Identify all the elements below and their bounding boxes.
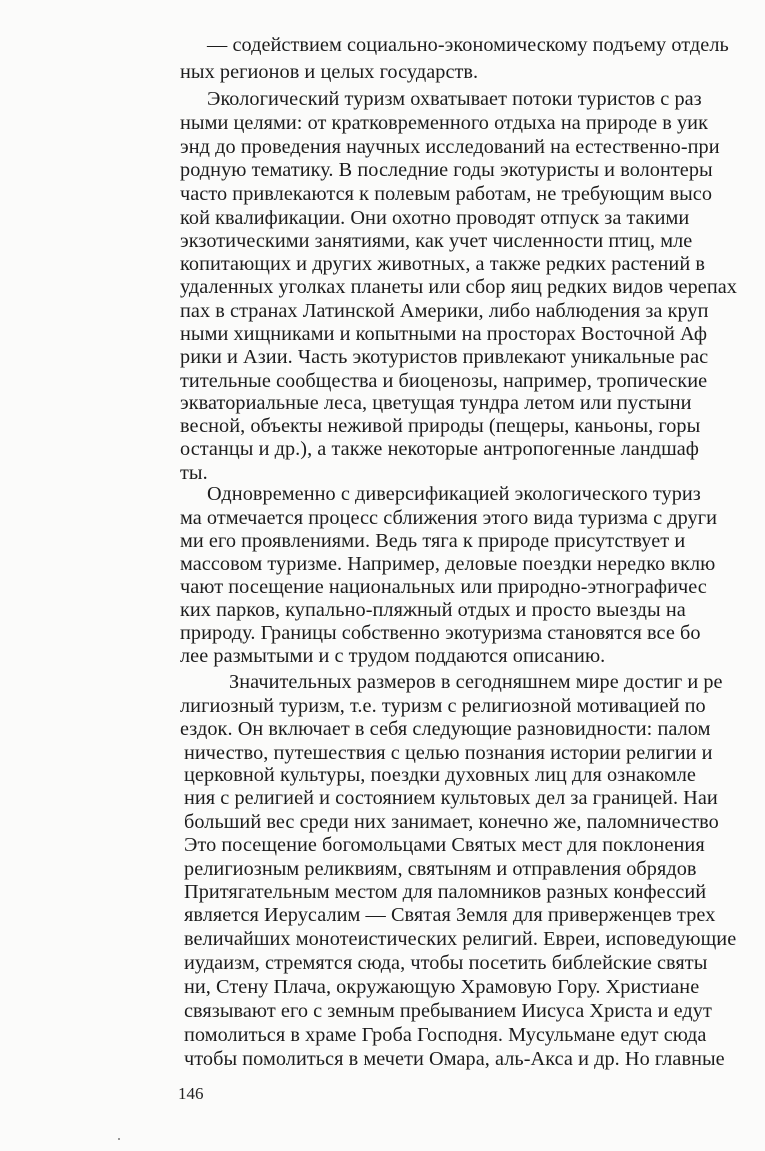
text-line: лее размытыми и с трудом поддаются описанию. [180, 645, 606, 667]
text-line: ными хищниками и копытными на просторах Восточной Аф [180, 323, 708, 345]
text-line: Значительных размеров в сегодняшнем мире достиг и ре [229, 671, 723, 693]
text-line: весной, объекты неживой природы (пещеры, каньоны, горы [180, 415, 701, 437]
text-line: ных регионов и целых государств. [180, 61, 479, 83]
page-number: 146 [178, 1084, 204, 1103]
text-line: религиозным реликвиям, святыням и отправления обрядов [184, 858, 697, 880]
text-line: связывают его с земным пребыванием Иисуса Христа и едут [184, 1000, 712, 1022]
text-line: Притягательным местом для паломников разных конфессий [184, 881, 707, 903]
text-line: тительные сообщества и биоценозы, например, тропические [180, 370, 708, 392]
text-line: экваториальные леса, цветущая тундра летом или пустыни [180, 392, 692, 414]
scan-speck [118, 1138, 120, 1140]
text-line: является Иерусалим — Святая Земля для приверженцев трех [184, 904, 716, 926]
text-line: — содействием социально-экономическому подъему отдель [207, 34, 729, 56]
text-line: природу. Границы собственно экотуризма становятся все бо [180, 622, 701, 644]
text-line: массовом туризме. Например, деловые поездки нередко вклю [180, 553, 716, 575]
text-line: Это посещение богомольцами Святых мест для поклонения [184, 834, 705, 856]
text-line: ких парков, купально-пляжный отдых и просто выезды на [180, 599, 686, 621]
text-line: ными целями: от кратковременного отдыха на природе в уик [180, 112, 708, 134]
text-line: копитающих и других животных, а также редких растений в [180, 253, 705, 275]
text-line: величайших монотеистических религий. Евреи, исповедующие [184, 928, 737, 950]
text-line: кой квалификации. Они охотно проводят отпуск за такими [180, 207, 690, 229]
text-line: лигиозный туризм, т.е. туризм с религиозной мотивацией по [180, 695, 706, 717]
text-line: удаленных уголках планеты или сбор яиц редких видов черепах [180, 276, 737, 298]
text-line: ни, Стену Плача, окружающую Храмовую Гору. Христиане [184, 976, 700, 998]
text-line: Экологический туризм охватывает потоки туристов с раз [207, 88, 702, 110]
text-line: чтобы помолиться в мечети Омара, аль-Акса и др. Но главные [184, 1048, 725, 1070]
text-line: ми его проявлениями. Ведь тяга к природе присутствует и [180, 530, 686, 552]
text-line: останцы и др.), а также некоторые антропогенные ландшаф [180, 438, 699, 460]
text-line: больший вес среди них занимает, конечно же, паломничество [184, 811, 719, 833]
text-line: церковной культуры, поездки духовных лиц для ознакомле [184, 764, 696, 786]
text-line: пах в странах Латинской Америки, либо наблюдения за круп [180, 300, 709, 322]
text-line: энд до проведения научных исследований на естественно-при [180, 136, 720, 158]
text-line: родную тематику. В последние годы экотуристы и волонтеры [180, 159, 713, 181]
text-line: ездок. Он включает в себя следующие разновидности: палом [180, 718, 711, 740]
text-line: ничество, путешествия с целью познания истории религии и [184, 742, 713, 764]
text-line: рики и Азии. Часть экотуристов привлекают уникальные рас [180, 346, 709, 368]
text-line: ния с религией и состоянием культовых дел за границей. Наи [184, 787, 718, 809]
text-line: помолиться в храме Гроба Господня. Мусульмане едут сюда [184, 1024, 707, 1046]
text-line: ты. [180, 462, 208, 484]
text-line: Одновременно с диверсификацией экологического туриз [207, 483, 701, 505]
text-line: экзотическими занятиями, как учет численности птиц, мле [180, 230, 693, 252]
text-line: часто привлекаются к полевым работам, не требующим высо [180, 183, 713, 205]
text-line: чают посещение национальных или природно-этнографичес [180, 576, 707, 598]
text-line: ма отмечается процесс сближения этого вида туризма с други [180, 507, 717, 529]
text-line: иудаизм, стремятся сюда, чтобы посетить библейские святы [184, 952, 708, 974]
